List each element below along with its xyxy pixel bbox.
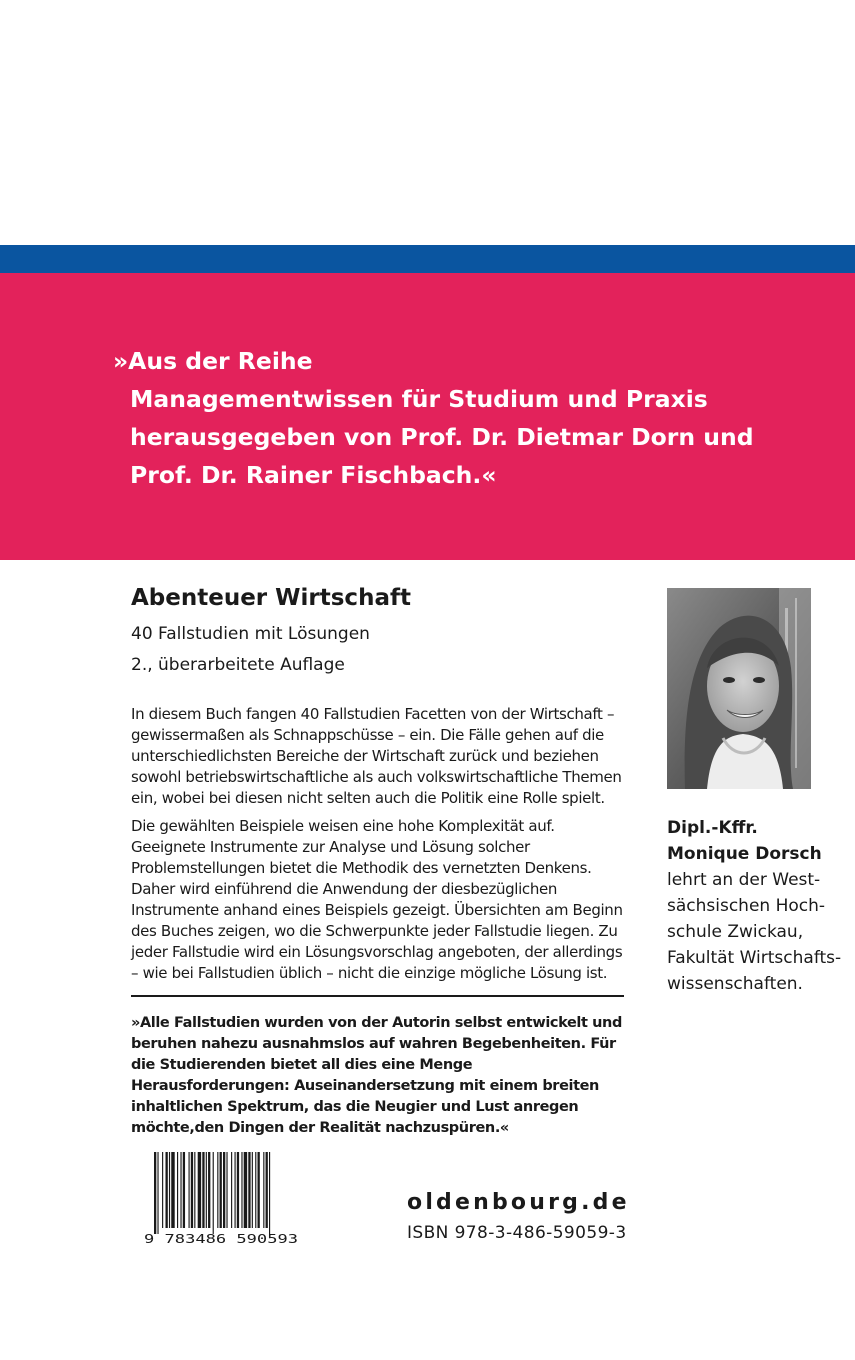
- author-bio: [667, 867, 852, 997]
- barcode-bar: [258, 1152, 260, 1228]
- barcode-bar: [202, 1152, 204, 1228]
- barcode-bar: [191, 1152, 193, 1228]
- barcode-bar: [189, 1152, 190, 1228]
- barcode-bar: [177, 1152, 178, 1228]
- barcode-bar: [223, 1152, 225, 1228]
- barcode-bar: [169, 1152, 170, 1228]
- author-bio-line: lehrt an der West-: [667, 870, 821, 890]
- author-name: Monique Dorsch: [667, 844, 822, 864]
- author-bio-line: schule Zwickau,: [667, 922, 804, 942]
- isbn: ISBN 978-3-486-59059-3: [407, 1223, 627, 1243]
- barcode-bar: [206, 1152, 207, 1228]
- barcode-bar: [180, 1152, 181, 1228]
- barcode-bar: [198, 1152, 201, 1228]
- barcode-bar: [220, 1152, 222, 1228]
- barcode-digits: 9 783486 590593: [144, 1231, 298, 1246]
- series-line: herausgegeben von Prof. Dr. Dietmar Dorn und: [130, 423, 754, 451]
- publisher-url: oldenbourg.de: [407, 1190, 630, 1215]
- barcode-bar: [154, 1152, 156, 1234]
- barcode-bar: [213, 1152, 214, 1234]
- barcode-bar: [194, 1152, 195, 1228]
- barcode-bar: [255, 1152, 256, 1228]
- author-bio-line: sächsischen Hoch-: [667, 896, 826, 916]
- series-line: Prof. Dr. Rainer Fischbach.«: [130, 461, 497, 489]
- barcode-bar: [235, 1152, 236, 1228]
- description-paragraph-1: In diesem Buch fangen 40 Fallstudien Facetten von der Wirtschaft – gewissermaßen als Schnappschüsse – ein. Die Fälle gehen auf die unterschiedlichsten Bereiche der Wirtschaft zurück und beziehen sowohl betriebswirtschaftliche als auch volkswirtschaftliche Themen ein, wobei bei diesen nicht selten auch die Politik eine Rolle spielt.: [131, 705, 622, 807]
- barcode-bar: [269, 1152, 270, 1234]
- series-line: Managementwissen für Studium und Praxis: [130, 385, 708, 413]
- divider: [131, 995, 624, 997]
- barcode-bar: [266, 1152, 268, 1228]
- barcode-bar: [248, 1152, 250, 1228]
- book-edition: 2., überarbeitete Auflage: [131, 655, 345, 675]
- author-bio-line: Fakultät Wirtschafts-: [667, 948, 842, 968]
- description-paragraph-2: Die gewählten Beispiele weisen eine hohe Komplexität auf. Geeignete Instrumente zur Analyse und Lösung solcher Problemstellungen bietet die Methodik des vernetzten Denkens. Daher wird einführend die Anwendung der diesbezüglichen Instrumente anhand eines Beispiels gezeigt. Übersichten am Beginn des Buches zeigen, wo die Schwerpunkte jeder Fallstudie liegen. Zu jeder Fallstudie wird ein Lösungsvorschlag angeboten, der allerdings – wie bei Fallstudien üblich – nicht die einzige mögliche Lösung ist.: [131, 817, 623, 982]
- barcode-bar: [226, 1152, 227, 1228]
- barcode-bar: [157, 1152, 158, 1234]
- author-quote: »Alle Fallstudien wurden von der Autorin selbst entwickelt und beruhen nahezu ausnahmslos auf wahren Begebenheiten. Für die Studierenden bietet all dies eine Menge Herausforderungen: Auseinandersetzung mit einem breiten inhaltlichen Spektrum, das die Neugier und Lust anregen möchte,den Dingen der Realität nachzuspüren.«: [131, 1015, 622, 1136]
- series-line: »Aus der Reihe: [113, 347, 313, 375]
- barcode-bar: [208, 1152, 210, 1228]
- author-photo: [667, 588, 811, 789]
- blue-band: [0, 245, 855, 273]
- barcode-bar: [166, 1152, 168, 1228]
- barcode-bar: [217, 1152, 218, 1228]
- barcode: [140, 1150, 302, 1248]
- barcode-bar: [162, 1152, 163, 1228]
- author-degree: Dipl.-Kffr.: [667, 818, 758, 838]
- barcode-bar: [237, 1152, 239, 1228]
- series-note: [113, 342, 833, 494]
- author-info: [667, 815, 852, 997]
- barcode-bar: [244, 1152, 247, 1228]
- book-title: Abenteuer Wirtschaft: [131, 585, 411, 611]
- barcode-bar: [231, 1152, 232, 1228]
- barcode-bar: [241, 1152, 242, 1228]
- barcode-bar: [183, 1152, 185, 1228]
- barcode-bar: [171, 1152, 174, 1228]
- barcode-bar: [252, 1152, 253, 1228]
- author-bio-line: wissenschaften.: [667, 974, 803, 994]
- book-subtitle: 40 Fallstudien mit Lösungen: [131, 624, 370, 644]
- barcode-bar: [263, 1152, 264, 1228]
